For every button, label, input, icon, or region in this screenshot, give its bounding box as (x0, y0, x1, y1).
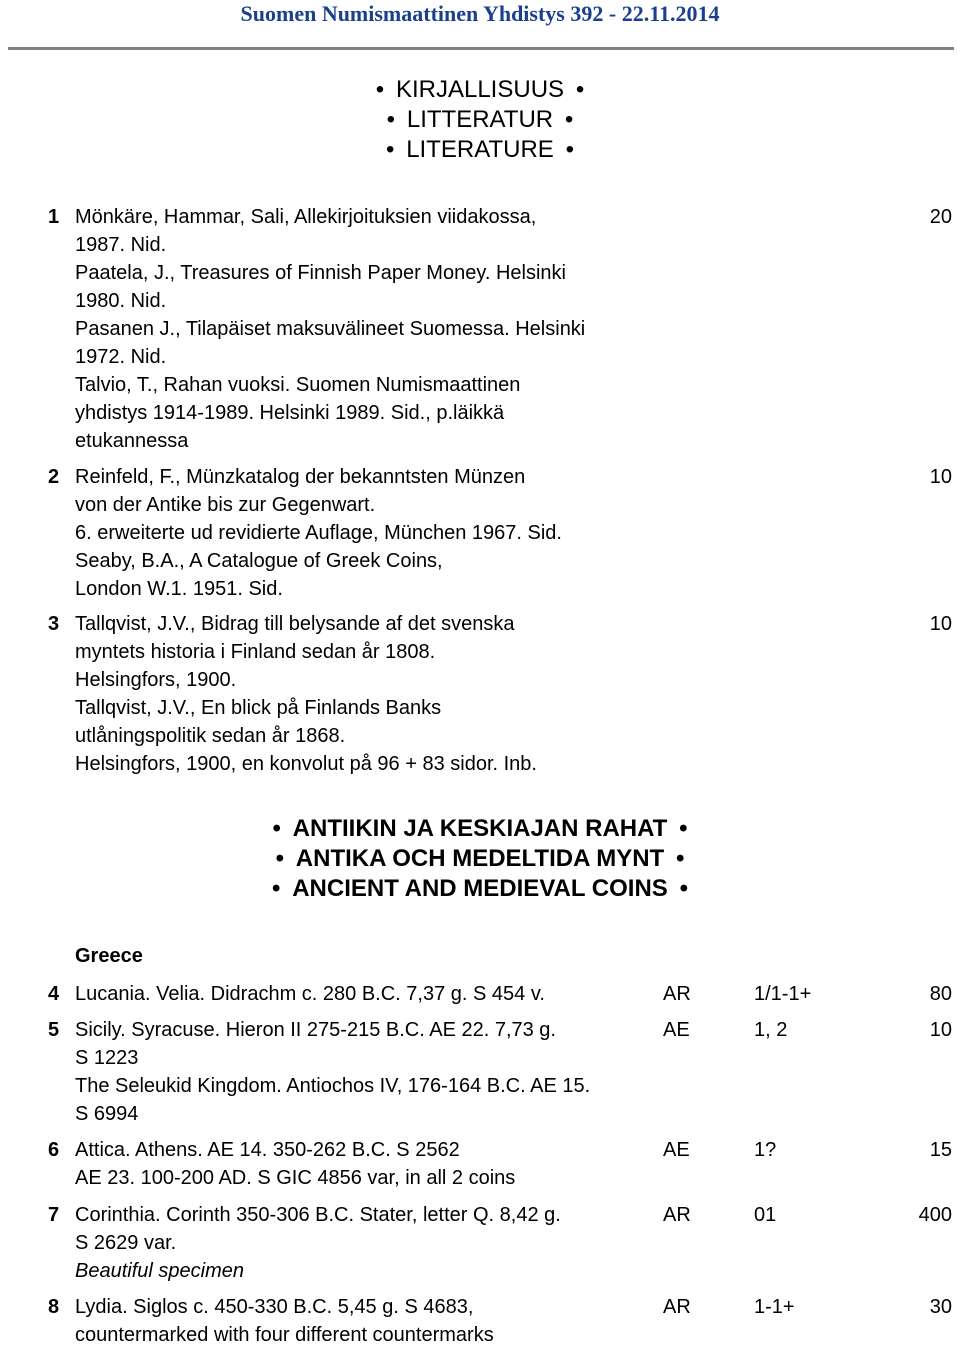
bullet-icon: • (272, 875, 281, 902)
bullet-icon: • (564, 106, 574, 133)
bullet-icon: • (386, 106, 396, 133)
description-line: 6. erweiterte ud revidierte Auflage, München 1967. Sid. (75, 522, 562, 544)
lot-price: 10 (929, 466, 952, 488)
heading-line (0, 105, 960, 135)
lot-price: 10 (929, 1019, 952, 1041)
lot-description (75, 463, 665, 603)
bullet-icon: • (679, 875, 688, 902)
literature-heading (0, 75, 960, 165)
lot-description (75, 1201, 665, 1285)
description-line: Mönkäre, Hammar, Sali, Allekirjoituksien viidakossa, (75, 206, 537, 228)
lot-description (75, 980, 665, 1008)
lot-grade: 1/1-1+ (754, 983, 812, 1005)
lot-price: 400 (918, 1204, 952, 1226)
lot-price: 10 (929, 613, 952, 635)
lot-number: 4 (48, 983, 60, 1005)
ancient-coins-heading (0, 814, 960, 904)
description-line: utlåningspolitik sedan år 1868. (75, 725, 346, 747)
bullet-icon: • (679, 815, 688, 842)
page-header (0, 0, 960, 34)
description-line: S 6994 (75, 1103, 139, 1125)
lot-grade: 01 (754, 1204, 777, 1226)
lot-number: 2 (48, 466, 60, 488)
lot-grade: 1? (754, 1139, 777, 1161)
description-line: London W.1. 1951. Sid. (75, 578, 283, 600)
lot-description (75, 1016, 665, 1128)
description-line: myntets historia i Finland sedan år 1808. (75, 641, 436, 663)
description-line: Pasanen J., Tilapäiset maksuvälineet Suomessa. Helsinki (75, 318, 586, 340)
heading-text: LITERATURE (406, 136, 554, 163)
description-line: Talvio, T., Rahan vuoksi. Suomen Numismaattinen (75, 374, 521, 396)
heading-line (0, 135, 960, 165)
description-line: Paatela, J., Treasures of Finnish Paper Money. Helsinki (75, 262, 566, 284)
bullet-icon: • (565, 136, 574, 163)
bullet-icon: • (375, 76, 385, 103)
heading-line (0, 75, 960, 105)
lot-price: 30 (929, 1296, 952, 1318)
lot-grade: 1, 2 (754, 1019, 788, 1041)
description-line: Seaby, B.A., A Catalogue of Greek Coins, (75, 550, 443, 572)
description-line: countermarked with four different countermarks (75, 1324, 494, 1346)
description-line: S 2629 var. (75, 1232, 177, 1254)
lot-number: 6 (48, 1139, 60, 1161)
heading-line (0, 844, 960, 874)
header-divider (8, 47, 954, 50)
lot-metal: AR (663, 1296, 691, 1318)
description-line: 1972. Nid. (75, 346, 167, 368)
lot-description (75, 203, 665, 455)
description-line: Tallqvist, J.V., En blick på Finlands Banks (75, 697, 442, 719)
heading-text: LITTERATUR (406, 106, 554, 133)
heading-text: ANTIKA OCH MEDELTIDA MYNT (295, 845, 665, 872)
heading-line (0, 874, 960, 904)
bullet-icon: • (275, 845, 284, 872)
lot-price: 80 (929, 983, 952, 1005)
lot-metal: AR (663, 1204, 691, 1226)
description-line: 1987. Nid. (75, 234, 167, 256)
bullet-icon: • (386, 136, 395, 163)
lot-description (75, 610, 665, 778)
description-line: yhdistys 1914-1989. Helsinki 1989. Sid., p.läikkä (75, 402, 505, 424)
lot-price: 20 (929, 206, 952, 228)
header-title: Suomen Numismaattinen Yhdistys 392 - 22.11.2014 (240, 1, 720, 26)
heading-text: KIRJALLISUUS (395, 76, 565, 103)
lot-number: 3 (48, 613, 60, 635)
description-line: S 1223 (75, 1047, 139, 1069)
description-line: Helsingfors, 1900. (75, 669, 237, 691)
lot-metal: AE (663, 1019, 690, 1041)
description-line: Reinfeld, F., Münzkatalog der bekanntsten Münzen (75, 466, 526, 488)
description-line: etukannessa (75, 430, 189, 452)
description-line: Tallqvist, J.V., Bidrag till belysande af det svenska (75, 613, 515, 635)
lot-grade: 1-1+ (754, 1296, 795, 1318)
lot-price: 15 (929, 1139, 952, 1161)
description-line: The Seleukid Kingdom. Antiochos IV, 176-164 B.C. AE 15. (75, 1075, 591, 1097)
lot-metal: AE (663, 1139, 690, 1161)
heading-text: ANCIENT AND MEDIEVAL COINS (292, 875, 668, 902)
bullet-icon: • (575, 76, 585, 103)
section-title-greece: Greece (75, 945, 143, 967)
description-line: Sicily. Syracuse. Hieron II 275-215 B.C. AE 22. 7,73 g. (75, 1019, 556, 1041)
lot-number: 5 (48, 1019, 60, 1041)
bullet-icon: • (272, 815, 281, 842)
description-line: Corinthia. Corinth 350-306 B.C. Stater, letter Q. 8,42 g. (75, 1204, 561, 1226)
heading-text: ANTIIKIN JA KESKIAJAN RAHAT (292, 815, 668, 842)
description-line: 1980. Nid. (75, 290, 167, 312)
bullet-icon: • (676, 845, 685, 872)
lot-metal: AR (663, 983, 691, 1005)
lot-number: 8 (48, 1296, 60, 1318)
description-line: Attica. Athens. AE 14. 350-262 B.C. S 2562 (75, 1139, 460, 1161)
description-line: von der Antike bis zur Gegenwart. (75, 494, 376, 516)
lot-description (75, 1293, 665, 1349)
description-line: Helsingfors, 1900, en konvolut på 96 + 83 sidor. Inb. (75, 753, 537, 775)
lot-description (75, 1136, 665, 1192)
description-line: Lucania. Velia. Didrachm c. 280 B.C. 7,37 g. S 454 v. (75, 983, 545, 1005)
lot-number: 7 (48, 1204, 60, 1226)
heading-line (0, 814, 960, 844)
description-line: AE 23. 100-200 AD. S GIC 4856 var, in all 2 coins (75, 1167, 516, 1189)
description-note: Beautiful specimen (75, 1260, 244, 1282)
lot-number: 1 (48, 206, 60, 228)
description-line: Lydia. Siglos c. 450-330 B.C. 5,45 g. S 4683, (75, 1296, 474, 1318)
